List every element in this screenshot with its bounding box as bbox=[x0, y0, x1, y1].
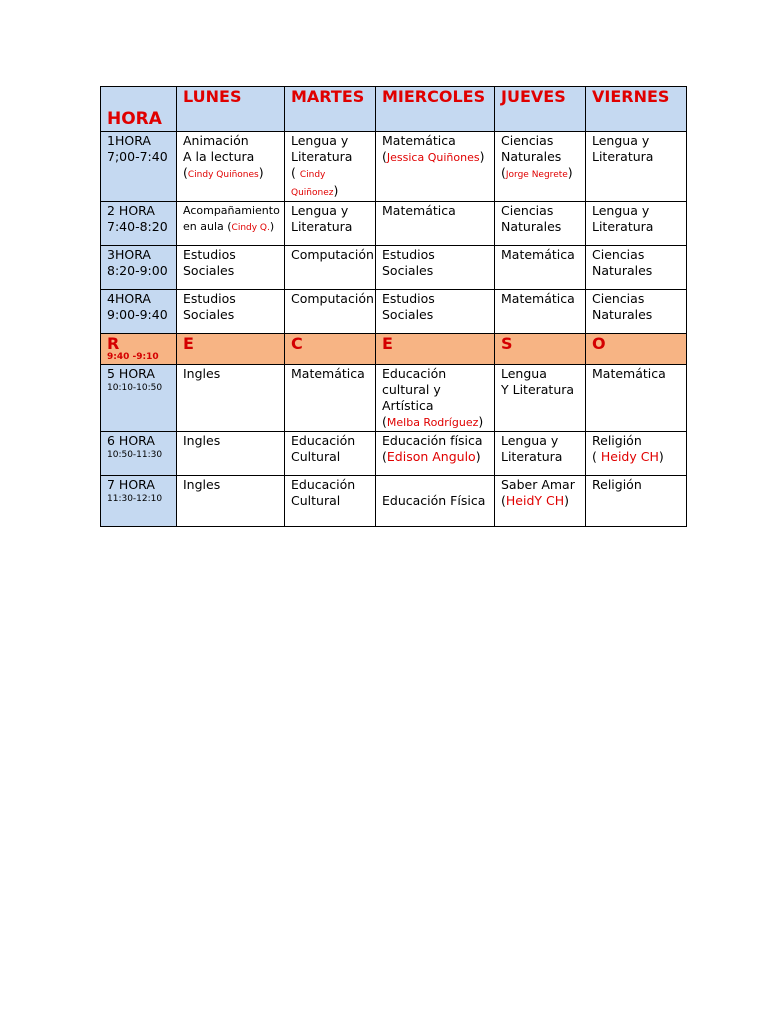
cell-jueves: Matemática bbox=[495, 290, 586, 334]
recess-cell: R 9:40 -9:10 bbox=[101, 334, 177, 365]
cell-miercoles: Matemática bbox=[376, 202, 495, 246]
recess-cell: S bbox=[495, 334, 586, 365]
cell-jueves: Lengua Y Literatura bbox=[495, 365, 586, 432]
cell-viernes: Lengua y Literatura bbox=[586, 202, 687, 246]
table-row bbox=[101, 432, 687, 476]
header-miercoles: MIERCOLES bbox=[376, 87, 495, 132]
teacher-name: Jessica Quiñones bbox=[386, 151, 480, 164]
time-cell: 3HORA 8:20-9:00 bbox=[101, 246, 177, 290]
cell-viernes: Matemática bbox=[586, 365, 687, 432]
cell-lunes: Estudios Sociales bbox=[177, 246, 285, 290]
cell-jueves: Ciencias Naturales (Jorge Negrete) bbox=[495, 132, 586, 202]
table-row bbox=[101, 132, 687, 202]
time-cell: 4HORA 9:00-9:40 bbox=[101, 290, 177, 334]
header-viernes: VIERNES bbox=[586, 87, 687, 132]
header-hora: HORA bbox=[101, 87, 177, 132]
cell-miercoles: Estudios Sociales bbox=[376, 290, 495, 334]
cell-lunes: Ingles bbox=[177, 476, 285, 527]
header-martes: MARTES bbox=[285, 87, 376, 132]
header-jueves: JUEVES bbox=[495, 87, 586, 132]
time-cell: 1HORA 7;00-7:40 bbox=[101, 132, 177, 202]
cell-miercoles: Educación Física bbox=[376, 476, 495, 527]
time-cell: 6 HORA 10:50-11:30 bbox=[101, 432, 177, 476]
cell-miercoles: Educación cultural y Artística (Melba Rodríguez) bbox=[376, 365, 495, 432]
recess-cell: O bbox=[586, 334, 687, 365]
cell-martes: Educación Cultural bbox=[285, 432, 376, 476]
time-cell: 5 HORA 10:10-10:50 bbox=[101, 365, 177, 432]
cell-lunes: Ingles bbox=[177, 365, 285, 432]
teacher-name: Melba Rodríguez bbox=[386, 416, 479, 429]
cell-lunes: Animación A la lectura (Cindy Quiñones) bbox=[177, 132, 285, 202]
cell-lunes: Estudios Sociales bbox=[177, 290, 285, 334]
cell-jueves: Ciencias Naturales bbox=[495, 202, 586, 246]
cell-viernes: Ciencias Naturales bbox=[586, 290, 687, 334]
cell-jueves: Matemática bbox=[495, 246, 586, 290]
table-row bbox=[101, 365, 687, 432]
cell-miercoles: Estudios Sociales bbox=[376, 246, 495, 290]
table-row bbox=[101, 202, 687, 246]
cell-martes: Matemática bbox=[285, 365, 376, 432]
teacher-name: Cindy Q. bbox=[231, 223, 270, 233]
table-row bbox=[101, 246, 687, 290]
teacher-name: HeidY CH bbox=[505, 493, 565, 508]
cell-viernes: Lengua y Literatura bbox=[586, 132, 687, 202]
cell-viernes: Ciencias Naturales bbox=[586, 246, 687, 290]
class-schedule-table bbox=[100, 86, 687, 527]
cell-martes: Educación Cultural bbox=[285, 476, 376, 527]
teacher-name: Heidy CH bbox=[596, 449, 659, 464]
time-cell: 2 HORA 7:40-8:20 bbox=[101, 202, 177, 246]
cell-viernes: Religión ( Heidy CH) bbox=[586, 432, 687, 476]
cell-miercoles: Educación física (Edison Angulo) bbox=[376, 432, 495, 476]
cell-lunes: Acompañamiento en aula (Cindy Q.) bbox=[177, 202, 285, 246]
table-row bbox=[101, 290, 687, 334]
recess-cell: E bbox=[177, 334, 285, 365]
cell-lunes: Ingles bbox=[177, 432, 285, 476]
cell-martes: Lengua y Literatura ( Cindy Quiñonez) bbox=[285, 132, 376, 202]
cell-jueves: Saber Amar (HeidY CH) bbox=[495, 476, 586, 527]
teacher-name: Jorge Negrete bbox=[505, 170, 568, 180]
header-lunes: LUNES bbox=[177, 87, 285, 132]
cell-jueves: Lengua y Literatura bbox=[495, 432, 586, 476]
teacher-name: Edison Angulo bbox=[386, 449, 476, 464]
recess-cell: E bbox=[376, 334, 495, 365]
cell-martes: Computación bbox=[285, 246, 376, 290]
table-row bbox=[101, 476, 687, 527]
cell-martes: Computación bbox=[285, 290, 376, 334]
recess-row bbox=[101, 334, 687, 365]
recess-cell: C bbox=[285, 334, 376, 365]
cell-martes: Lengua y Literatura bbox=[285, 202, 376, 246]
time-cell: 7 HORA 11:30-12:10 bbox=[101, 476, 177, 527]
teacher-name: Cindy Quiñonez bbox=[291, 170, 334, 198]
header-row bbox=[101, 87, 687, 132]
cell-miercoles: Matemática (Jessica Quiñones) bbox=[376, 132, 495, 202]
recess-time: 9:40 -9:10 bbox=[107, 352, 159, 362]
teacher-name: Cindy Quiñones bbox=[187, 170, 259, 180]
cell-viernes: Religión bbox=[586, 476, 687, 527]
